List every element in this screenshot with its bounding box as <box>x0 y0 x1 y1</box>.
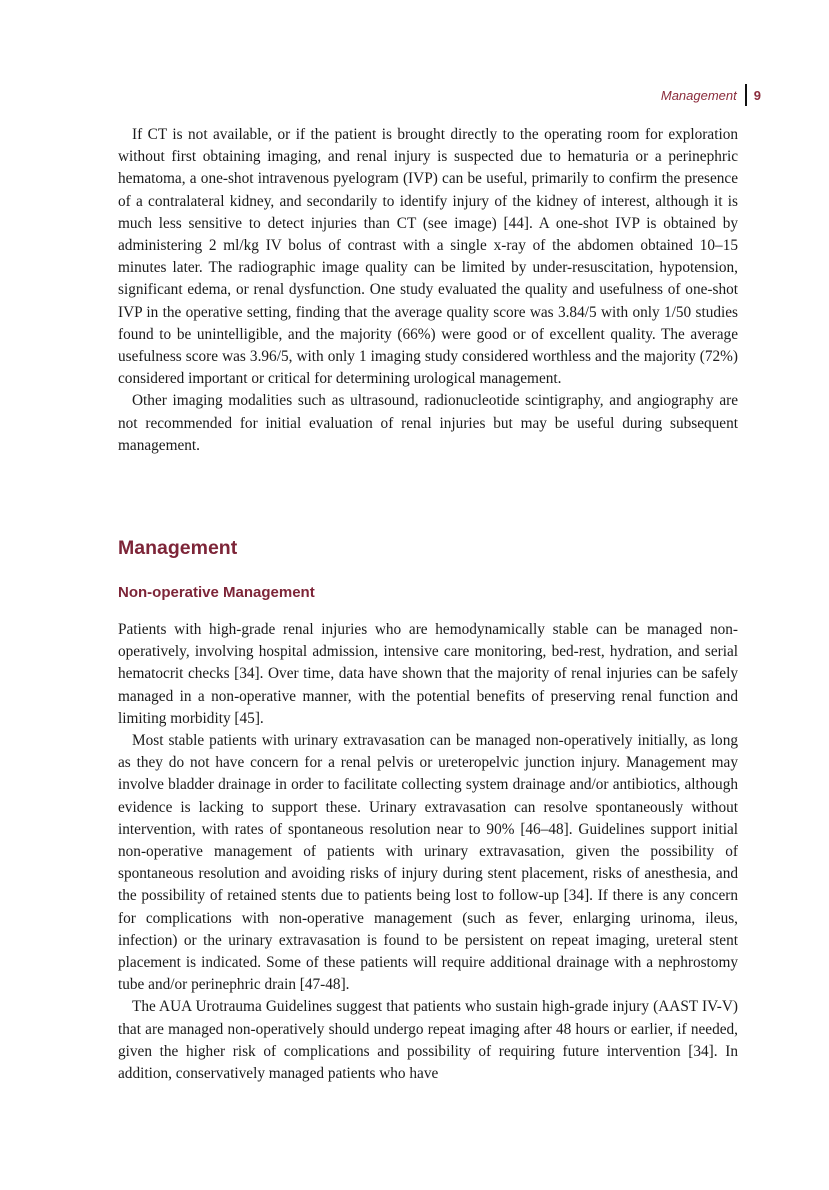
paragraph-other-imaging: Other imaging modalities such as ultrasound, radionucleotide scintigraphy, and angiography are not recommended for initial evaluation of renal injuries but may be useful during subsequent management. <box>118 392 738 454</box>
management-text-block <box>118 619 738 1085</box>
page-number: 9 <box>753 87 761 103</box>
paragraph-urinary-extravasation: Most stable patients with urinary extravasation can be managed non-operatively initially, as long as they do not have concern for a renal pelvis or ureteropelvic junction injury. Management may involve bladder drainage in order to facilitate collecting system drainage and/or antibiotics, although evidence is lacking to support these. Urinary extravasation can resolve spontaneously without intervention, with rates of spontaneous resolution near to 90% [46–48]. Guidelines support initial non-operative management of patients with urinary extravasation, given the possibility of spontaneous resolution and avoiding risks of injury during stent placement, risks of anesthesia, and the possibility of retained stents due to patients being lost to follow-up [34]. If there is any concern for complications with non-operative management (such as fever, enlarging urinoma, ileus, infection) or the urinary extravasation is found to be persistent on repeat imaging, ureteral stent placement is indicated. Some of these patients will require additional drainage with a nephrostomy tube and/or perinephric drain [47-48]. <box>118 732 738 994</box>
paragraph-one-shot-ivp: If CT is not available, or if the patient is brought directly to the operating room for exploration without first obtaining imaging, and renal injury is suspected due to hematuria or a perinephric hematoma, a one-shot intravenous pyelogram (IVP) can be useful, primarily to confirm the presence of a contralateral kidney, and secondarily to identify injury of the kidney of interest, although it is much less sensitive to detect injuries than CT (see image) [44]. A one-shot IVP is obtained by administering 2 ml/kg IV bolus of contrast with a single x-ray of the abdomen obtained 10–15 minutes later. The radiographic image quality can be limited by under-resuscitation, hypotension, significant edema, or renal dysfunction. One study evaluated the quality and usefulness of one-shot IVP in the operative setting, finding that the average quality score was 3.84/5 with only 1/50 studies found to be unintelligible, and the majority (66%) were good or of excellent quality. The average usefulness score was 3.96/5, with only 1 imaging study considered worthless and the majority (72%) considered important or critical for determining urological management. <box>118 126 738 388</box>
imaging-text-block <box>118 124 738 457</box>
paragraph-stable-patients: Patients with high-grade renal injuries who are hemodynamically stable can be managed non-operatively, involving hospital admission, intensive care monitoring, bed-rest, hydration, and serial hematocrit checks [34]. Over time, data have shown that the majority of renal injuries can be safely managed in a non-operative manner, with the potential benefits of preserving renal function and limiting morbidity [45]. <box>118 621 738 727</box>
running-head-title: Management <box>660 87 737 103</box>
subsection-heading-non-operative: Non-operative Management <box>118 584 315 601</box>
running-head <box>661 84 761 106</box>
paragraph-aua-guidelines: The AUA Urotrauma Guidelines suggest that patients who sustain high-grade injury (AAST IV-V) that are managed non-operatively should undergo repeat imaging after 48 hours or earlier, if needed, given the higher risk of complications and possibility of requiring future intervention [34]. In addition, conservatively managed patients who have <box>118 998 738 1083</box>
section-heading-management: Management <box>118 537 238 559</box>
